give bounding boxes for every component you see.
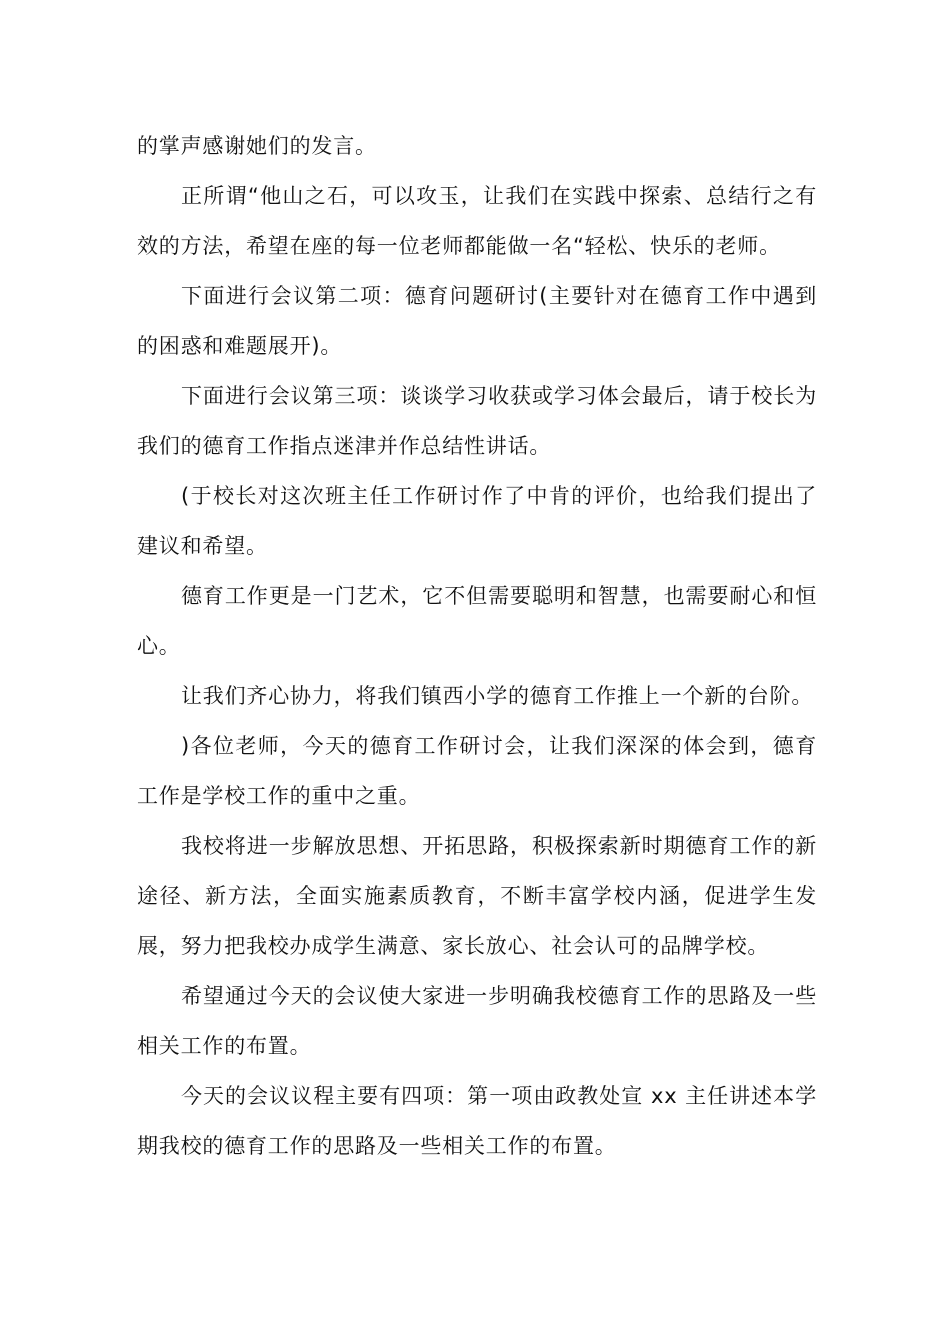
- document-body: [137, 121, 817, 1171]
- paragraph-4: 下面进行会议第三项：谈谈学习收获或学习体会最后，请于校长为我们的德育工作指点迷津并作总结性讲话。: [137, 384, 817, 458]
- paragraph-9: 我校将进一步解放思想、开拓思路，积极探索新时期德育工作的新途径、新方法，全面实施素质教育，不断丰富学校内涵，促进学生发展，努力把我校办成学生满意、家长放心、社会认可的品牌学校。: [137, 834, 817, 958]
- paragraph-7: 让我们齐心协力，将我们镇西小学的德育工作推上一个新的台阶。: [181, 684, 814, 708]
- paragraph-11: 今天的会议议程主要有四项：第一项由政教处宣 xx 主任讲述本学期我校的德育工作的思路及一些相关工作的布置。: [137, 1084, 817, 1158]
- paragraph-1: 的掌声感谢她们的发言。: [137, 134, 377, 158]
- paragraph-2: 正所谓“他山之石，可以攻玉，让我们在实践中探索、总结行之有效的方法，希望在座的每一位老师都能做一名“轻松、快乐的老师。: [137, 184, 817, 258]
- paragraph-5: (于校长对这次班主任工作研讨作了中肯的评价，也给我们提出了建议和希望。: [137, 484, 817, 558]
- paragraph-8: )各位老师，今天的德育工作研讨会，让我们深深的体会到，德育工作是学校工作的重中之重。: [137, 734, 817, 808]
- paragraph-6: 德育工作更是一门艺术，它不但需要聪明和智慧，也需要耐心和恒心。: [137, 584, 817, 658]
- paragraph-3: 下面进行会议第二项：德育问题研讨(主要针对在德育工作中遇到的困惑和难题展开)。: [137, 284, 817, 358]
- paragraph-10: 希望通过今天的会议使大家进一步明确我校德育工作的思路及一些相关工作的布置。: [137, 984, 817, 1058]
